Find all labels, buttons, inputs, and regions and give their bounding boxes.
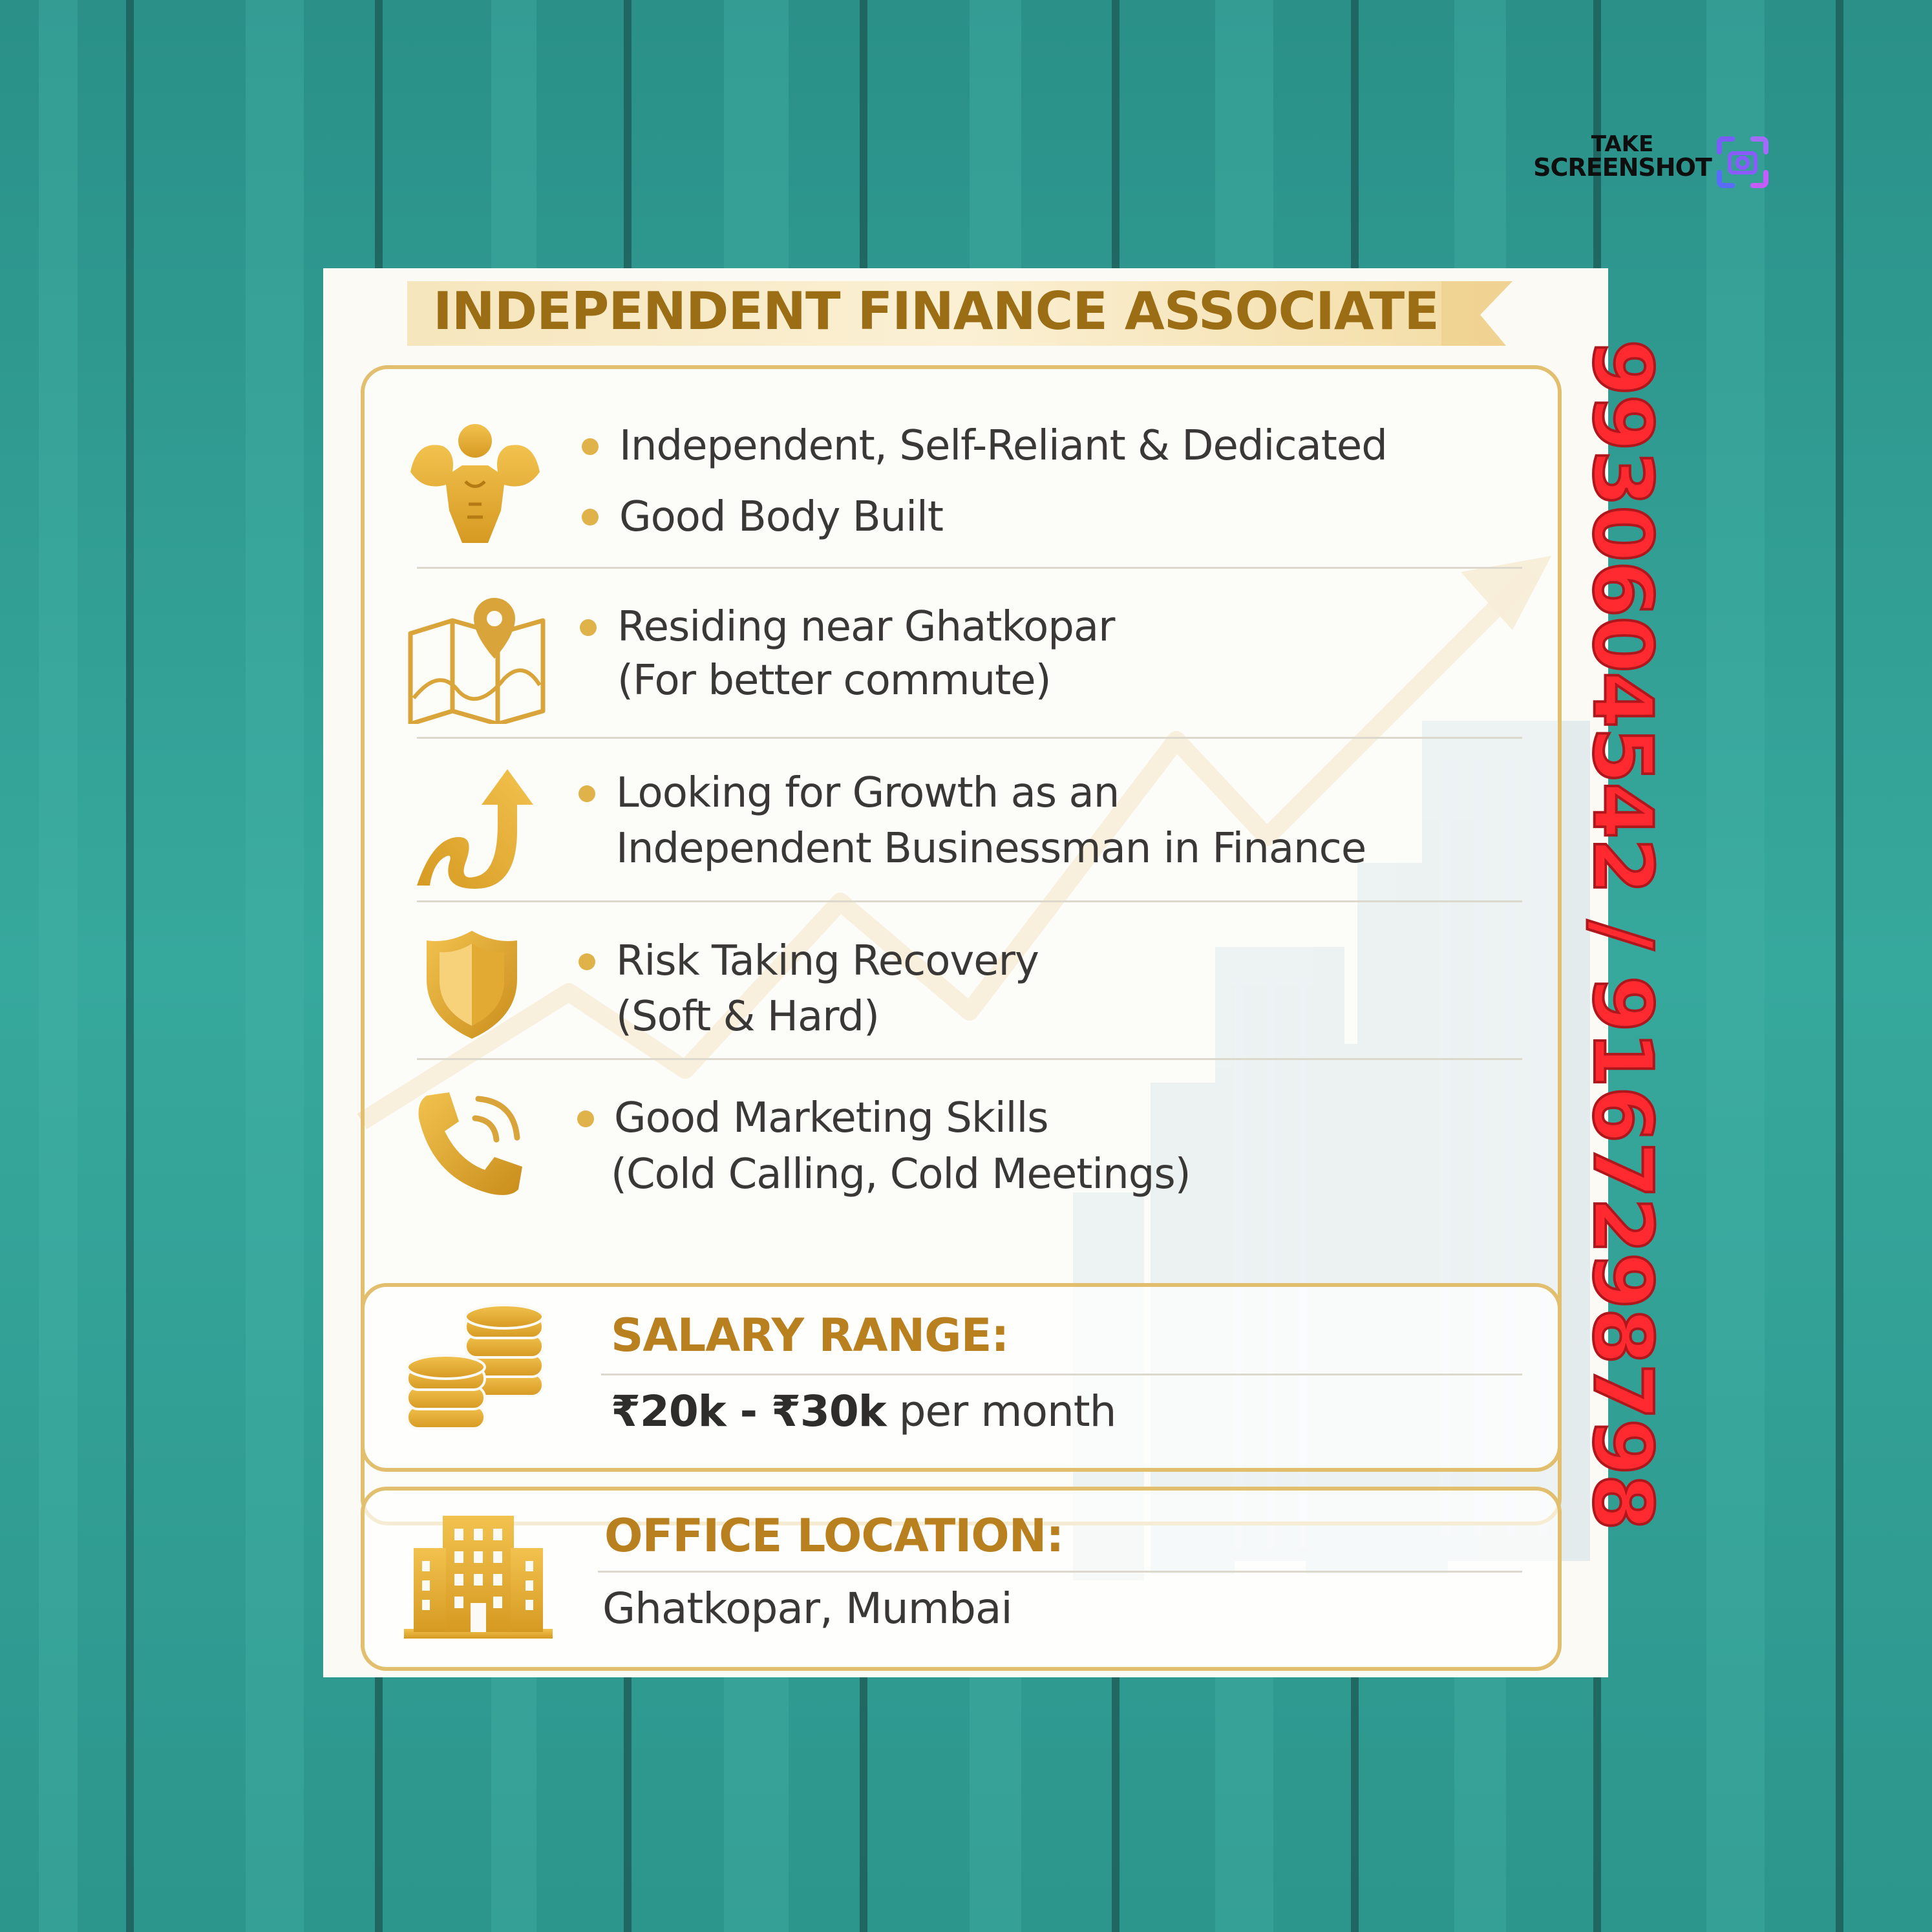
requirement-text: Independent Businessman in Finance (616, 825, 1366, 873)
bullet-dot (582, 438, 599, 455)
requirement-text: Risk Taking Recovery (616, 937, 1039, 985)
requirement-text: (Soft & Hard) (616, 993, 879, 1041)
coins-icon (404, 1302, 546, 1432)
camera-icon (1714, 134, 1771, 191)
requirement-text: Good Body Built (619, 493, 943, 541)
requirement-text: Looking for Growth as an (616, 769, 1120, 817)
row-divider (417, 567, 1522, 569)
job-poster (323, 268, 1608, 1677)
bullet-dot (577, 1110, 594, 1127)
phone-call-icon (414, 1089, 527, 1199)
watermark-text (1532, 131, 1713, 182)
watermark-line1: TAKE (1591, 131, 1654, 157)
contact-phone-numbers: 9930604542 / 9167298798 (1575, 339, 1670, 1530)
salary-divider (601, 1374, 1522, 1375)
map-pin-icon (407, 595, 546, 724)
salary-label: SALARY RANGE: (611, 1309, 1009, 1362)
poster-title: INDEPENDENT FINANCE ASSOCIATE (433, 281, 1439, 341)
requirement-text: Residing near Ghatkopar (617, 603, 1115, 651)
bullet-dot (582, 509, 599, 525)
row-divider (417, 1058, 1522, 1060)
salary-suffix: per month (898, 1386, 1116, 1436)
muscle-torso-icon (398, 420, 553, 549)
row-divider (417, 900, 1522, 902)
bullet-dot (579, 785, 595, 802)
requirement-text: Good Marketing Skills (614, 1094, 1048, 1142)
requirement-text: (For better commute) (617, 657, 1051, 705)
office-label: OFFICE LOCATION: (604, 1509, 1064, 1562)
salary-value (611, 1386, 1116, 1436)
office-value: Ghatkopar, Mumbai (602, 1584, 1012, 1633)
row-divider (417, 737, 1522, 739)
bullet-dot (580, 619, 597, 636)
watermark-line2: SCREENSHOT (1533, 153, 1712, 182)
growth-arrow-icon (414, 766, 533, 889)
title-banner (407, 275, 1513, 349)
requirement-text: (Cold Calling, Cold Meetings) (611, 1151, 1191, 1198)
salary-amount: ₹20k - ₹30k (611, 1386, 886, 1436)
bullet-dot (579, 953, 595, 970)
building-icon (404, 1513, 553, 1639)
shield-icon (423, 928, 520, 1041)
requirement-text: Independent, Self-Reliant & Dedicated (619, 422, 1387, 470)
office-divider (598, 1571, 1522, 1573)
take-screenshot-watermark (1532, 133, 1771, 191)
